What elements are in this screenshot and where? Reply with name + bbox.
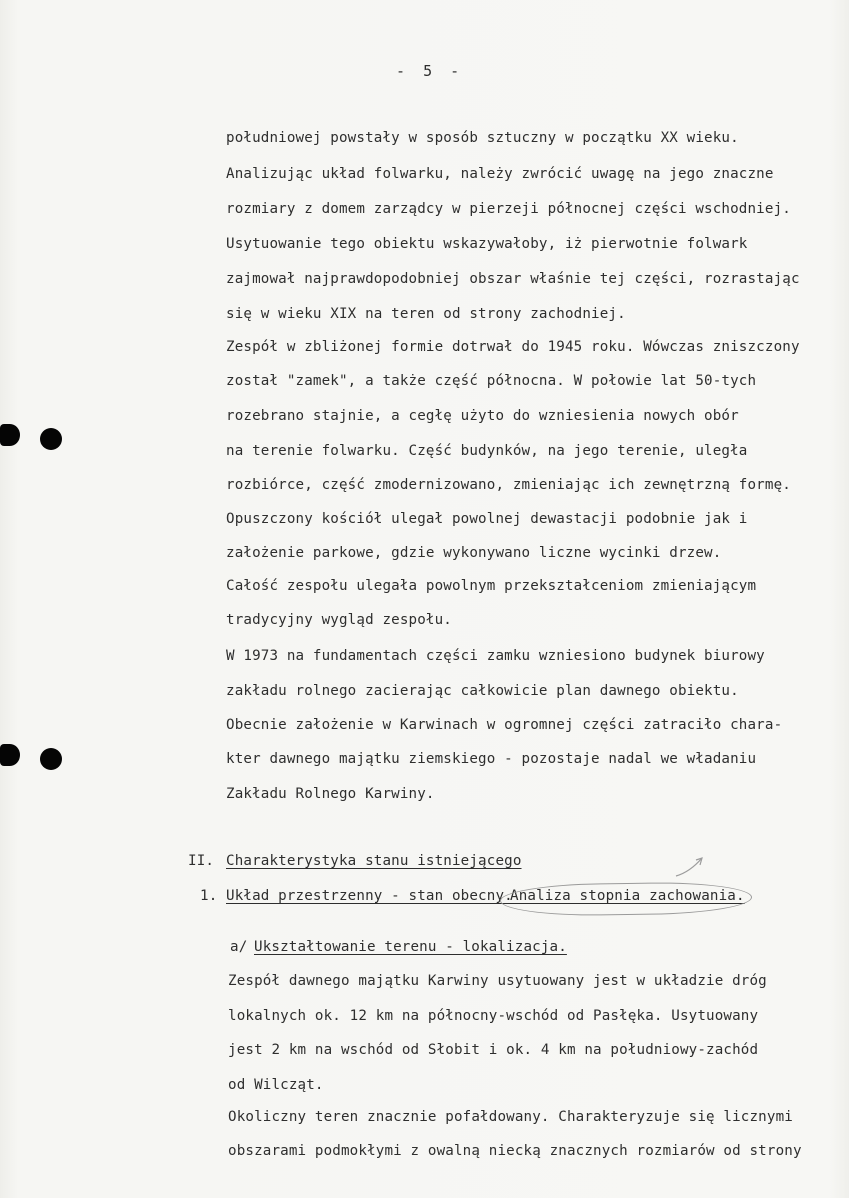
text-line: założenie parkowe, gdzie wykonywano liczne wycinki drzew.: [226, 545, 722, 561]
pencil-arrow-mark: [672, 852, 712, 882]
punch-hole: [0, 424, 20, 446]
sub-item-heading: Ukształtowanie terenu - lokalizacja.: [254, 939, 567, 955]
text-line: od Wilcząt.: [228, 1077, 324, 1093]
text-line: Zespół dawnego majątku Karwiny usytuowany jest w układzie dróg: [228, 973, 767, 989]
section-heading: Charakterystyka stanu istniejącego: [226, 853, 522, 869]
punch-hole: [40, 428, 62, 450]
section-number: II.: [188, 853, 215, 869]
subsection-number: 1.: [200, 888, 218, 904]
text-line: południowej powstały w sposób sztuczny w początku XX wieku.: [226, 130, 739, 146]
text-line: rozebrano stajnie, a cegłę użyto do wzniesienia nowych obór: [226, 408, 739, 424]
text-line: na terenie folwarku. Część budynków, na jego terenie, uległa: [226, 443, 748, 459]
text-line: kter dawnego majątku ziemskiego - pozostaje nadal we władaniu: [226, 751, 757, 767]
text-line: zakładu rolnego zacierając całkowicie plan dawnego obiektu.: [226, 683, 739, 699]
punch-hole: [40, 748, 62, 770]
punch-hole: [0, 744, 20, 766]
text-line: Opuszczony kościół ulegał powolnej dewastacji podobnie jak i: [226, 511, 748, 527]
text-line: Zespół w zbliżonej formie dotrwał do 1945 roku. Wówczas zniszczony: [226, 339, 800, 355]
subsection-heading: Układ przestrzenny - stan obecny.: [226, 888, 513, 904]
text-line: Całość zespołu ulegała powolnym przekształceniom zmieniającym: [226, 578, 757, 594]
text-line: Zakładu Rolnego Karwiny.: [226, 786, 435, 802]
text-line: zajmował najprawdopodobniej obszar właśnie tej części, rozrastając: [226, 271, 800, 287]
text-line: rozmiary z domem zarządcy w pierzeji północnej części wschodniej.: [226, 201, 791, 217]
text-line: rozbiórce, część zmodernizowano, zmieniając ich zewnętrzną formę.: [226, 477, 791, 493]
text-line: obszarami podmokłymi z owalną niecką znacznych rozmiarów od strony: [228, 1143, 802, 1159]
text-line: jest 2 km na wschód od Słobit i ok. 4 km na południowy-zachód: [228, 1042, 759, 1058]
text-line: się w wieku XIX na teren od strony zachodniej.: [226, 306, 626, 322]
page-number: - 5 -: [396, 62, 460, 80]
text-line: Analizując układ folwarku, należy zwrócić uwagę na jego znaczne: [226, 166, 774, 182]
text-line: został "zamek", a także część północna. W połowie lat 50-tych: [226, 373, 757, 389]
text-line: Okoliczny teren znacznie pofałdowany. Charakteryzuje się licznymi: [228, 1109, 793, 1125]
text-line: W 1973 na fundamentach części zamku wzniesiono budynek biurowy: [226, 648, 765, 664]
text-line: tradycyjny wygląd zespołu.: [226, 612, 452, 628]
text-line: lokalnych ok. 12 km na północny-wschód od Pasłęka. Usytuowany: [228, 1008, 759, 1024]
text-line: Obecnie założenie w Karwinach w ogromnej części zatraciło chara-: [226, 717, 783, 733]
text-line: Usytuowanie tego obiektu wskazywałoby, iż pierwotnie folwark: [226, 236, 748, 252]
pencil-circle-mark: [500, 881, 752, 917]
subsection-annotation: Analiza stopnia zachowania.: [510, 888, 745, 904]
sub-item-letter: a/: [230, 939, 248, 955]
